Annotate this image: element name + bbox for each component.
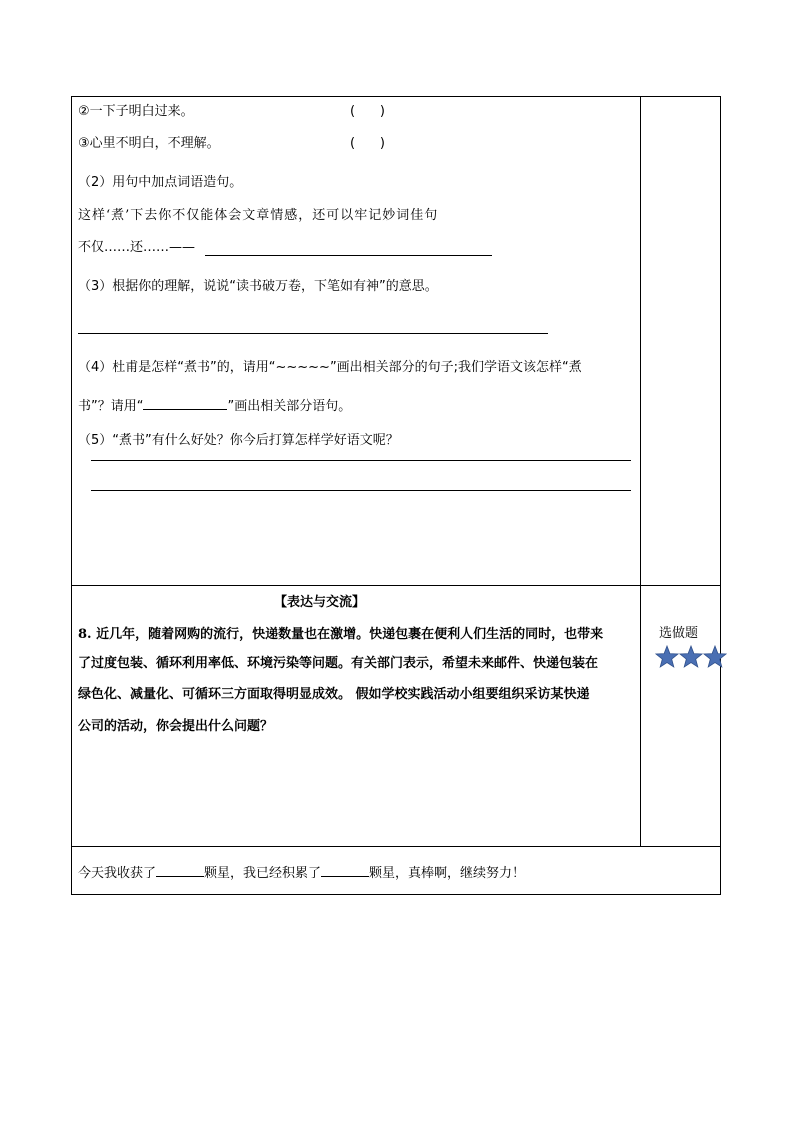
q5-answer-line-1[interactable]	[91, 460, 631, 461]
question-4-line1: （4）杜甫是怎样“煮书”的，请用“~~~~~”画出相关部分的句子;我们学语文该怎样“煮	[78, 360, 582, 375]
pattern-answer-line[interactable]	[205, 255, 492, 256]
star-icon	[655, 645, 679, 669]
option-item-2: ②一下子明白过来。	[78, 104, 194, 119]
column-divider	[640, 96, 641, 846]
question-4-line2-end: ”画出相关部分语句。	[227, 399, 352, 414]
question-4-line2-start: 书”？请用“	[78, 399, 144, 414]
question-4-line2	[78, 396, 351, 415]
question-8-line4: 公司的活动，你会提出什么问题？	[78, 719, 274, 734]
question-8-line2: 了过度包装、循环利用率低、环境污染等问题。有关部门表示，希望未来邮件、快递包装在	[78, 656, 599, 671]
underline-sample	[143, 396, 227, 410]
stars-earned-blank[interactable]	[156, 863, 204, 877]
q5-answer-line-2[interactable]	[91, 490, 631, 491]
answer-paren-3[interactable]: ( )	[350, 136, 385, 151]
question-8-line3: 绿色化、减量化、可循环三方面取得明显成效。 假如学校实践活动小组要组织采访某快递	[78, 687, 590, 702]
star-icon	[679, 645, 703, 669]
row-divider	[71, 585, 721, 586]
star-icon	[703, 645, 727, 669]
q3-answer-line[interactable]	[78, 333, 548, 334]
section-heading: 【表达与交流】	[274, 595, 366, 610]
summary-part-2: 颗星，我已经积累了	[204, 866, 322, 881]
summary-part-1: 今天我收获了	[78, 866, 157, 881]
option-item-3: ③心里不明白，不理解。	[78, 136, 220, 151]
sentence-pattern: 不仅……还……——	[78, 240, 196, 255]
question-3: （3）根据你的理解，说说“读书破万卷，下笔如有神”的意思。	[78, 279, 438, 294]
example-sentence: 这样‘煮’下去你不仅能体会文章情感，还可以牢记妙词佳句	[78, 208, 439, 223]
answer-paren-2[interactable]: ( )	[350, 104, 385, 119]
question-5: （5）“煮书”有什么好处？你今后打算怎样学好语文呢？	[78, 433, 399, 448]
question-2: （2）用句中加点词语造句。	[78, 175, 243, 190]
stars-total-blank[interactable]	[321, 863, 369, 877]
optional-label: 选做题	[659, 626, 699, 641]
summary-part-3: 颗星，真棒啊，继续努力！	[369, 866, 526, 881]
row-divider	[71, 846, 721, 847]
difficulty-stars	[655, 645, 727, 671]
question-8-line1: 8. 近几年，随着网购的流行，快递数量也在激增。快递包裹在便利人们生活的同时，也带来	[78, 627, 604, 642]
progress-summary	[78, 863, 525, 882]
